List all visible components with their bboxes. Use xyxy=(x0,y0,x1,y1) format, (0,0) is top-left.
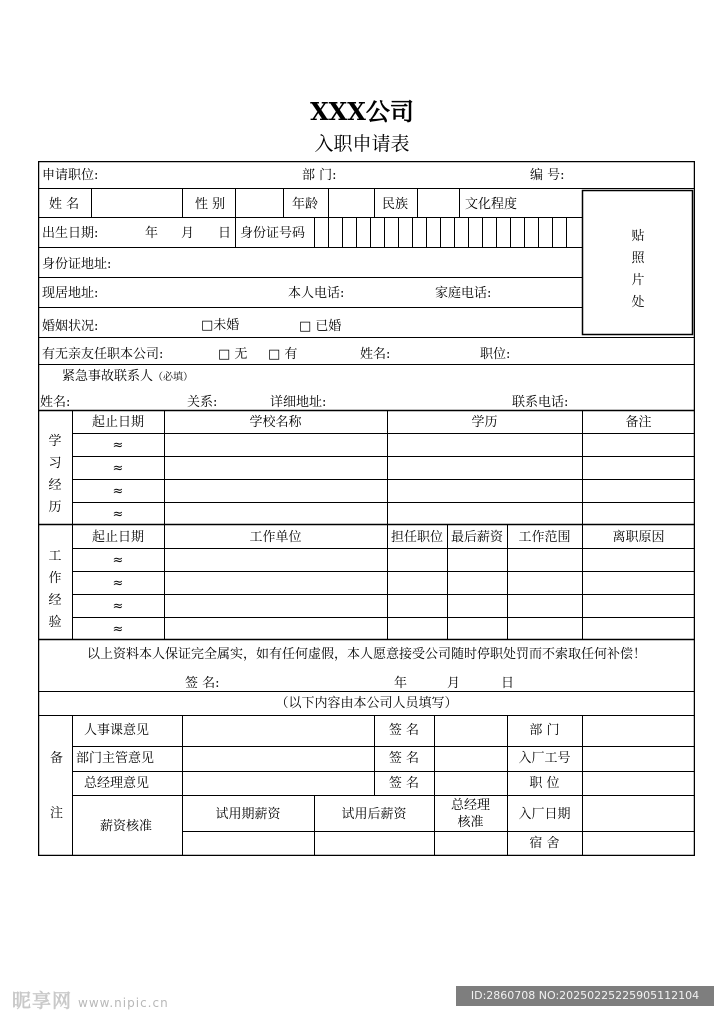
work-company-header: 工作单位 xyxy=(249,530,302,545)
remarks-label-2: 注 xyxy=(50,806,64,821)
study-period-cell: ≈ xyxy=(112,461,124,476)
declaration-day-label: 日 xyxy=(501,676,515,691)
declaration-text: 以上资料本人保证完全属实，如有任何虚假，本人愿意接受公司随时停职处罚而不索取任何补偿！ xyxy=(86,647,646,662)
declaration-sign-label: 签 名: xyxy=(185,676,220,691)
form-title: 入职申请表 xyxy=(314,133,410,155)
relative-name-label: 姓名: xyxy=(360,347,391,362)
application-form xyxy=(38,161,695,856)
gender-label: 性 别 xyxy=(195,197,226,212)
marital-label: 婚姻状况: xyxy=(42,319,99,334)
remarks-label-1: 备 xyxy=(50,751,64,766)
relatives-no-checkbox[interactable]: □ 无 xyxy=(218,347,248,362)
self-phone-label: 本人电话: xyxy=(288,286,345,301)
relatives-yes-checkbox[interactable]: □ 有 xyxy=(268,347,298,362)
employee-no-label: 入厂工号 xyxy=(518,751,571,766)
study-note-header: 备注 xyxy=(625,415,652,430)
work-salary-header: 最后薪资 xyxy=(450,530,503,545)
dept-sign-label: 签 名 xyxy=(388,751,420,766)
emergency-phone-label: 联系电话: xyxy=(512,395,569,410)
emergency-address-label: 详细地址: xyxy=(270,395,327,410)
married-checkbox[interactable]: □ 已婚 xyxy=(299,319,342,334)
hr-sign-label: 签 名 xyxy=(388,723,420,738)
internal-note: （以下内容由本公司人员填写） xyxy=(275,696,458,711)
birth-year-label: 年 xyxy=(145,226,159,241)
study-period-cell: ≈ xyxy=(112,507,124,522)
emergency-name-label: 姓名: xyxy=(40,395,71,410)
id-address-label: 身份证地址: xyxy=(42,257,112,272)
work-position-header: 担任职位 xyxy=(390,530,443,545)
entry-date-label: 入厂日期 xyxy=(518,807,571,822)
work-period-cell: ≈ xyxy=(112,622,124,637)
salary-check-label: 薪资核准 xyxy=(100,819,153,834)
home-phone-label: 家庭电话: xyxy=(435,286,492,301)
gm-sign-label: 签 名 xyxy=(388,776,420,791)
declaration-month-label: 月 xyxy=(447,676,461,691)
work-section-label: 工 作 经 验 xyxy=(48,549,62,630)
education-label: 文化程度 xyxy=(465,197,518,212)
ethnicity-label: 民族 xyxy=(382,197,409,212)
single-checkbox[interactable]: □未婚 xyxy=(201,318,240,333)
gm-opinion-label: 总经理意见 xyxy=(84,776,150,791)
work-period-cell: ≈ xyxy=(112,576,124,591)
study-period-cell: ≈ xyxy=(112,438,124,453)
position-field-label: 职 位 xyxy=(529,776,560,791)
photo-placeholder: 贴 照 片 处 xyxy=(631,229,645,310)
gm-approve-label: 总经理 xyxy=(450,798,490,813)
work-reason-header: 离职原因 xyxy=(612,530,665,545)
company-title: XXX公司 xyxy=(310,97,414,126)
birth-day-label: 日 xyxy=(218,226,232,241)
image-id-watermark: ID:2860708 NO:20250225225905112104 xyxy=(456,986,714,1006)
id-number-label: 身份证号码 xyxy=(240,226,306,241)
study-school-header: 学校名称 xyxy=(249,415,302,430)
birth-date-label: 出生日期: xyxy=(42,226,99,241)
name-label: 姓 名 xyxy=(49,197,80,212)
work-period-cell: ≈ xyxy=(112,553,124,568)
department-label: 部 门: xyxy=(302,168,337,183)
emergency-relation-label: 关系: xyxy=(187,395,218,410)
probation-salary-label: 试用期薪资 xyxy=(215,807,281,822)
emergency-title: 紧急事故联系人（必填） xyxy=(62,369,194,384)
study-degree-header: 学历 xyxy=(471,415,498,430)
hr-opinion-label: 人事课意见 xyxy=(84,723,150,738)
work-scope-header: 工作范围 xyxy=(518,530,571,545)
declaration-year-label: 年 xyxy=(394,676,408,691)
study-period-cell: ≈ xyxy=(112,484,124,499)
site-watermark: 昵享网 www.nipic.cn xyxy=(12,990,169,1012)
study-section-label: 学 习 经 历 xyxy=(48,434,62,515)
birth-month-label: 月 xyxy=(181,226,195,241)
study-period-header: 起止日期 xyxy=(91,415,144,430)
dorm-label: 宿 舍 xyxy=(529,836,560,851)
number-label: 编 号: xyxy=(530,168,565,183)
relatives-label: 有无亲友任职本公司: xyxy=(42,347,164,362)
current-address-label: 现居地址: xyxy=(42,286,99,301)
post-probation-salary-label: 试用后薪资 xyxy=(341,807,407,822)
position-label: 申请职位: xyxy=(42,168,99,183)
dept-field-label: 部 门 xyxy=(529,723,560,738)
gm-approve-label-2: 核准 xyxy=(457,815,484,830)
work-period-header: 起止日期 xyxy=(91,530,144,545)
dept-opinion-label: 部门主管意见 xyxy=(76,751,155,766)
age-label: 年龄 xyxy=(292,197,319,212)
relative-position-label: 职位: xyxy=(480,347,511,362)
work-period-cell: ≈ xyxy=(112,599,124,614)
